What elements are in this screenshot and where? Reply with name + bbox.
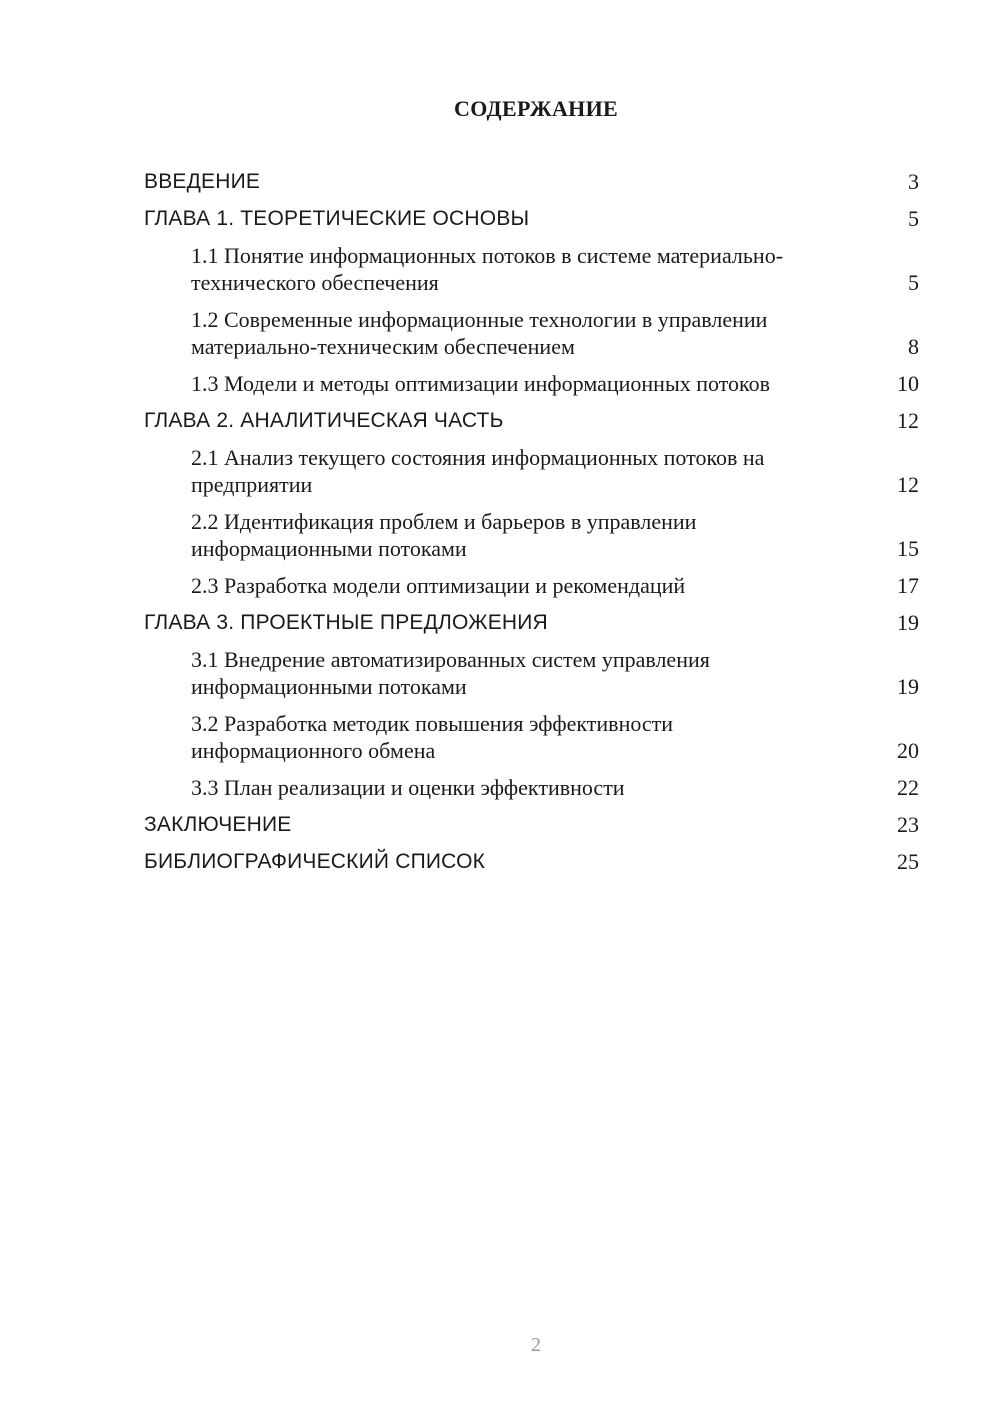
toc-entry-title: 2.3 Разработка модели оптимизации и рекомендаций (191, 573, 686, 598)
toc-chapter-entry (144, 848, 919, 875)
toc-entry-page: 8 (908, 334, 919, 359)
toc-chapter-entry (144, 609, 919, 636)
toc-section-entry (144, 774, 919, 801)
toc-entry-page: 22 (897, 775, 919, 800)
toc-entry-page: 5 (908, 270, 919, 295)
toc-entry-title: 3.1 Внедрение автоматизированных систем управления информационными потоками (191, 647, 710, 699)
toc-entry-page: 17 (897, 573, 919, 598)
table-of-contents (144, 168, 919, 885)
toc-entry-title: ВВЕДЕНИЕ (144, 170, 261, 193)
toc-section-entry (144, 306, 919, 360)
toc-entry-title: 1.1 Понятие информационных потоков в системе материально-технического обеспечения (191, 243, 784, 295)
toc-entry-title: ГЛАВА 2. АНАЛИТИЧЕСКАЯ ЧАСТЬ (144, 409, 504, 432)
toc-entry-page: 23 (897, 812, 919, 837)
toc-entry-page: 20 (897, 738, 919, 763)
page-title: СОДЕРЖАНИЕ (454, 96, 618, 121)
toc-section-entry (144, 370, 919, 397)
toc-entry-page: 15 (897, 536, 919, 561)
toc-entry-page: 10 (897, 371, 919, 396)
toc-chapter-entry (144, 407, 919, 434)
toc-entry-page: 19 (897, 610, 919, 635)
toc-entry-page: 25 (897, 849, 919, 874)
toc-chapter-entry (144, 168, 919, 195)
toc-entry-title: 2.1 Анализ текущего состояния информационных потоков на предприятии (191, 445, 765, 497)
toc-section-entry (144, 508, 919, 562)
toc-section-entry (144, 242, 919, 296)
toc-entry-page: 19 (897, 674, 919, 699)
toc-entry-title: БИБЛИОГРАФИЧЕСКИЙ СПИСОК (144, 850, 486, 873)
toc-entry-title: 1.3 Модели и методы оптимизации информационных потоков (191, 371, 770, 396)
toc-entry-page: 3 (908, 169, 919, 194)
toc-entry-title: ГЛАВА 3. ПРОЕКТНЫЕ ПРЕДЛОЖЕНИЯ (144, 611, 548, 634)
toc-entry-page: 12 (897, 472, 919, 497)
toc-entry-title: 2.2 Идентификация проблем и барьеров в управлении информационными потоками (191, 509, 697, 561)
page-number: 2 (531, 1334, 541, 1356)
toc-section-entry (144, 710, 919, 764)
toc-chapter-entry (144, 811, 919, 838)
toc-entry-title: ГЛАВА 1. ТЕОРЕТИЧЕСКИЕ ОСНОВЫ (144, 207, 530, 230)
toc-entry-page: 12 (897, 408, 919, 433)
toc-entry-title: ЗАКЛЮЧЕНИЕ (144, 813, 292, 836)
toc-section-entry (144, 646, 919, 700)
toc-entry-title: 3.2 Разработка методик повышения эффективности информационного обмена (191, 711, 674, 763)
toc-entry-title: 1.2 Современные информационные технологии в управлении материально-техническим обеспечением (191, 307, 768, 359)
toc-entry-page: 5 (908, 206, 919, 231)
toc-section-entry (144, 572, 919, 599)
toc-section-entry (144, 444, 919, 498)
toc-chapter-entry (144, 205, 919, 232)
toc-entry-title: 3.3 План реализации и оценки эффективности (191, 775, 625, 800)
